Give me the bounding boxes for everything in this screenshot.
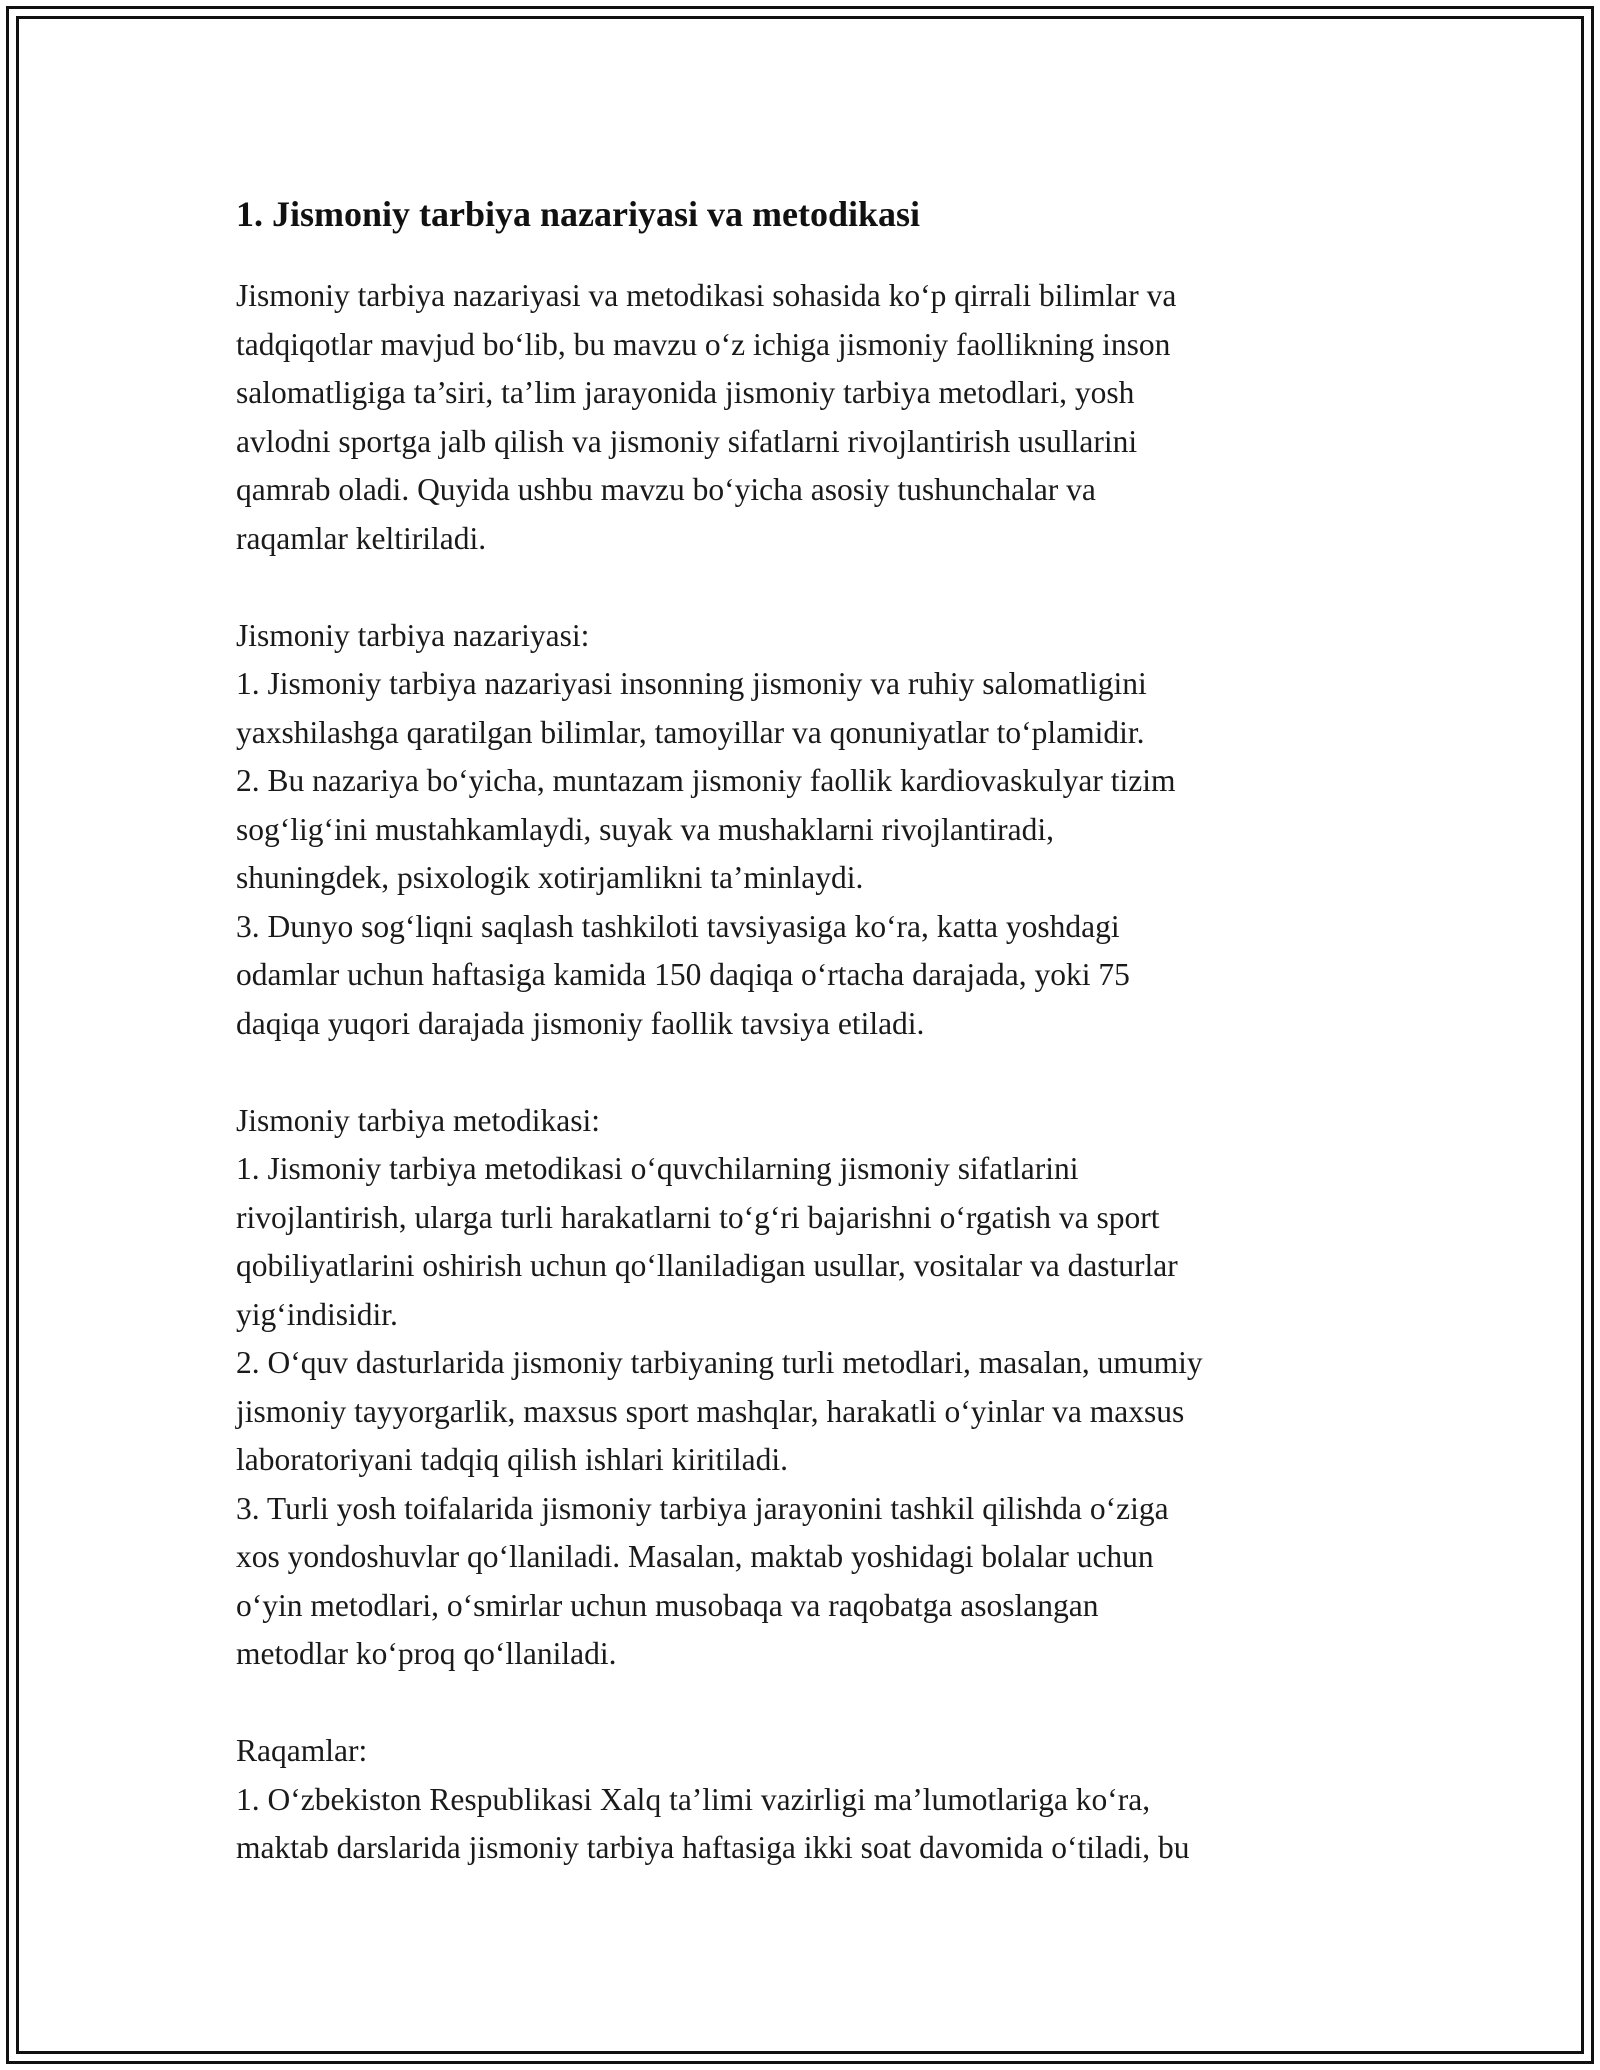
section-heading: Raqamlar: [236, 1733, 368, 1768]
section-figures [236, 1727, 1366, 1873]
list-item: 1. Jismoniy tarbiya nazariyasi insonning jismoniy va ruhiy salomatligini yaxshilashga qaratilgan bilimlar, tamoyillar va qonuniyatlar to‘plamidir. [236, 666, 1147, 750]
list-item: 3. Dunyo sog‘liqni saqlash tashkiloti tavsiyasiga ko‘ra, katta yoshdagi odamlar uchun haftasiga kamida 150 daqiqa o‘rtacha darajada, yoki 75 daqiqa yuqori darajada jismoniy faollik tavsiya etiladi. [236, 908, 1130, 1041]
list-item: 1. O‘zbekiston Respublikasi Xalq ta’limi vazirligi ma’lumotlariga ko‘ra, maktab darslarida jismoniy tarbiya haftasiga ikki soat davomida o‘tiladi, bu [236, 1781, 1190, 1865]
section-heading: Jismoniy tarbiya nazariyasi: [236, 617, 590, 653]
section-methodology [236, 1097, 1366, 1679]
section-spacer [236, 563, 1366, 612]
section-heading: Jismoniy tarbiya metodikasi: [236, 1102, 600, 1138]
intro-paragraph: Jismoniy tarbiya nazariyasi va metodikasi sohasida ko‘p qirrali bilimlar va tadqiqotlar mavjud bo‘lib, bu mavzu o‘z ichiga jismoniy faollikning inson salomatligiga ta’siri, ta’lim jarayonida jismoniy tarbiya metodlari, yosh avlodni sportga jalb qilish va jismoniy sifatlarni rivojlantirish usullarini qamrab oladi. Quyida ushbu mavzu bo‘yicha asosiy tushunchalar va raqamlar keltiriladi. [236, 278, 1177, 556]
document-title: 1. Jismoniy tarbiya nazariyasi va metodikasi [236, 194, 921, 234]
section-theory [236, 612, 1366, 1049]
list-item: 2. O‘quv dasturlarida jismoniy tarbiyaning turli metodlari, masalan, umumiy jismoniy tayyorgarlik, maxsus sport mashqlar, harakatli o‘yinlar va maxsus laboratoriyani tadqiq qilish ishlari kiritiladi. [236, 1345, 1203, 1477]
list-item: 2. Bu nazariya bo‘yicha, muntazam jismoniy faollik kardiovaskulyar tizim sog‘lig‘ini mustahkamlaydi, suyak va mushaklarni rivojlantiradi, shuningdek, psixologik xotirjamlikni ta’minlaydi. [236, 763, 1176, 895]
document-body [236, 184, 1366, 1873]
section-spacer [236, 1679, 1366, 1728]
list-item: 3. Turli yosh toifalarida jismoniy tarbiya jarayonini tashkil qilishda o‘ziga xos yondoshuvlar qo‘llaniladi. Masalan, maktab yoshidagi bolalar uchun o‘yin metodlari, o‘smirlar uchun musobaqa va raqobatga asoslangan metodlar ko‘proq qo‘llaniladi. [236, 1490, 1169, 1671]
list-item: 1. Jismoniy tarbiya metodikasi o‘quvchilarning jismoniy sifatlarini rivojlantirish, ularga turli harakatlarni to‘g‘ri bajarishni o‘rgatish va sport qobiliyatlarini oshirish uchun qo‘llaniladigan usullar, vositalar va dasturlar yig‘indisidir. [236, 1151, 1178, 1332]
section-spacer [236, 1048, 1366, 1097]
